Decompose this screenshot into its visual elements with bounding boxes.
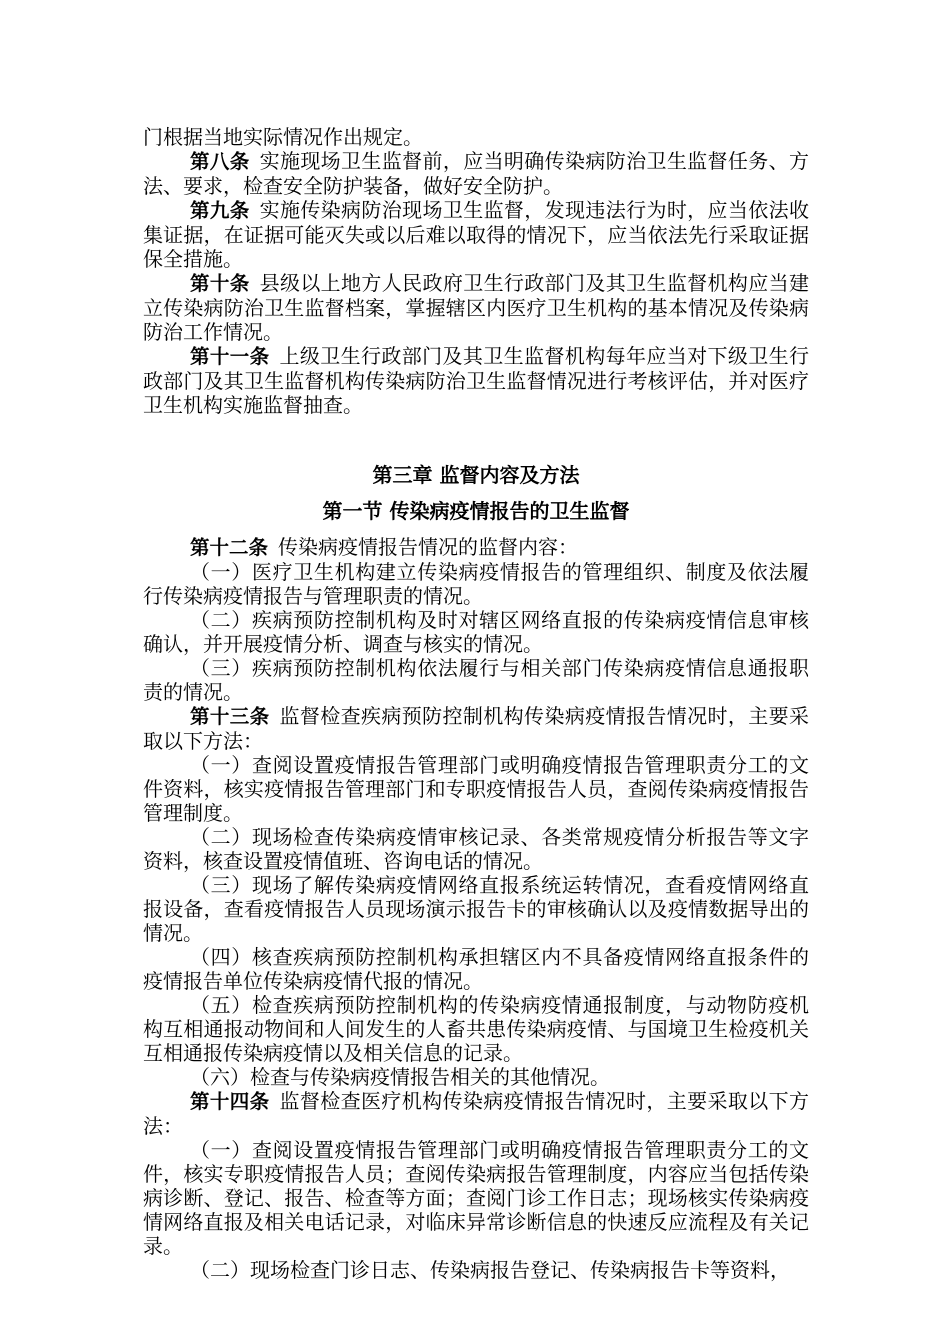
- paragraph-text: 门根据当地实际情况作出规定。: [143, 125, 423, 149]
- paragraph-text: 监督检查医疗机构传染病疫情报告情况时，主要采取以下方法：: [143, 1089, 809, 1138]
- paragraph-text: （三）现场了解传染病疫情网络直报系统运转情况，查看疫情网络直报设备，查看疫情报告人员现场演示报告卡的审核确认以及疫情数据导出的情况。: [143, 873, 809, 945]
- body-paragraph: [143, 125, 809, 149]
- section-heading: 第一节 传染病疫情报告的卫生监督: [322, 499, 630, 523]
- paragraph-text: （三）疾病预防控制机构依法履行与相关部门传染病疫情信息通报职责的情况。: [143, 656, 809, 704]
- body-paragraph: [143, 753, 809, 825]
- paragraphs-before: [143, 125, 809, 417]
- paragraph-text: 上级卫生行政部门及其卫生监督机构每年应当对下级卫生行政部门及其卫生监督机构传染病防治卫生监督情况进行考核评估，并对医疗卫生机构实施监督抽查。: [143, 344, 809, 417]
- body-paragraph: [143, 1258, 809, 1282]
- article-number: 第十二条: [190, 536, 269, 559]
- paragraph-text: （二）现场检查门诊日志、传染病报告登记、传染病报告卡等资料，: [190, 1258, 790, 1282]
- article-number: 第十一条: [190, 345, 270, 368]
- paragraph-text: 县级以上地方人民政府卫生行政部门及其卫生监督机构应当建立传染病防治卫生监督档案，掌握辖区内医疗卫生机构的基本情况及传染病防治工作情况。: [143, 271, 809, 344]
- paragraph-text: 实施传染病防治现场卫生监督，发现违法行为时，应当依法收集证据，在证据可能灭失或以后难以取得的情况下，应当依法先行采取证据保全措施。: [143, 198, 809, 271]
- paragraph-text: （一）查阅设置疫情报告管理部门或明确疫情报告管理职责分工的文件，核实专职疫情报告人员；查阅传染病报告管理制度，内容应当包括传染病诊断、登记、报告、检查等方面；查阅门诊工作日志；现场核实传染病疫情网络直报及相关电话记录，对临床异常诊断信息的快速反应流程及有关记录。: [143, 1138, 809, 1258]
- body-paragraph: [143, 873, 809, 945]
- article-paragraph: [143, 198, 809, 271]
- article-number: 第八条: [190, 150, 250, 173]
- article-number: 第九条: [190, 199, 250, 222]
- paragraph-text: （六）检查与传染病疫情报告相关的其他情况。: [190, 1065, 610, 1089]
- body-paragraph: [143, 1065, 809, 1089]
- paragraph-text: 监督检查疾病预防控制机构传染病疫情报告情况时，主要采取以下方法：: [143, 704, 809, 753]
- article-number: 第十条: [190, 272, 250, 295]
- article-number: 第十三条: [190, 705, 270, 728]
- paragraph-text: （一）医疗卫生机构建立传染病疫情报告的管理组织、制度及依法履行传染病疫情报告与管理职责的情况。: [143, 560, 809, 608]
- article-paragraph: [143, 704, 809, 753]
- body-paragraph: [143, 608, 809, 656]
- body-paragraph: [143, 993, 809, 1065]
- paragraph-text: （二）现场检查传染病疫情审核记录、各类常规疫情分析报告等文字资料，核查设置疫情值班、咨询电话的情况。: [143, 825, 809, 873]
- body-paragraph: [143, 656, 809, 704]
- body-paragraph: [143, 1138, 809, 1258]
- article-paragraph: [143, 149, 809, 198]
- article-paragraph: [143, 535, 809, 560]
- document-body: [143, 125, 809, 1282]
- body-paragraph: [143, 945, 809, 993]
- chapter-heading: 第三章 监督内容及方法: [372, 463, 580, 487]
- body-paragraph: [143, 825, 809, 873]
- paragraph-text: （二）疾病预防控制机构及时对辖区网络直报的传染病疫情信息审核确认，并开展疫情分析、调查与核实的情况。: [143, 608, 809, 656]
- article-paragraph: [143, 271, 809, 344]
- article-paragraph: [143, 1089, 809, 1138]
- paragraph-text: （五）检查疾病预防控制机构的传染病疫情通报制度，与动物防疫机构互相通报动物间和人间发生的人畜共患传染病疫情、与国境卫生检疫机关互相通报传染病疫情以及相关信息的记录。: [143, 993, 809, 1065]
- paragraph-text: （四）核查疾病预防控制机构承担辖区内不具备疫情网络直报条件的疫情报告单位传染病疫情代报的情况。: [143, 945, 809, 993]
- article-number: 第十四条: [190, 1090, 270, 1113]
- paragraph-text: （一）查阅设置疫情报告管理部门或明确疫情报告管理职责分工的文件资料，核实疫情报告管理部门和专职疫情报告人员，查阅传染病疫情报告管理制度。: [143, 753, 809, 825]
- body-paragraph: [143, 560, 809, 608]
- paragraphs-after: [143, 535, 809, 1282]
- article-paragraph: [143, 344, 809, 417]
- paragraph-text: 传染病疫情报告情况的监督内容：: [278, 535, 579, 559]
- paragraph-text: 实施现场卫生监督前，应当明确传染病防治卫生监督任务、方法、要求，检查安全防护装备，做好安全防护。: [143, 149, 809, 198]
